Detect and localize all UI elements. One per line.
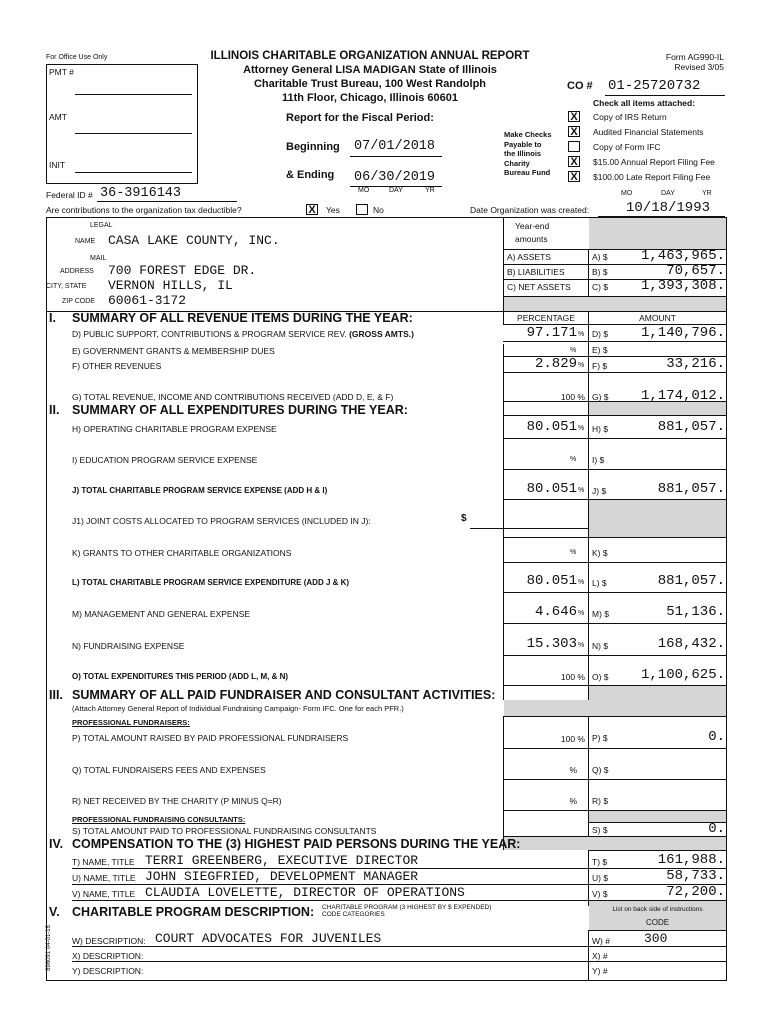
row-m-amt[interactable]: 51,136. bbox=[666, 604, 725, 620]
row-v-value[interactable]: CLAUDIA LOVELETTE, DIRECTOR OF OPERATIONS bbox=[145, 885, 465, 900]
section-5-title: CHARITABLE PROGRAM DESCRIPTION: bbox=[72, 905, 315, 919]
ending-date[interactable]: 06/30/2019 bbox=[354, 170, 436, 185]
row-k-code: K) $ bbox=[592, 548, 608, 558]
make-checks-note: Make Checks Payable to the Illinois Charity Bureau Fund bbox=[504, 130, 552, 177]
assets-label: A) ASSETS bbox=[507, 252, 551, 262]
checklist-annual-fee: $15.00 Annual Report Filing Fee bbox=[593, 157, 715, 167]
checklist-late-fee: $100.00 Late Report Filing Fee bbox=[593, 172, 711, 182]
side-form-id: 898091 04-01-18 bbox=[45, 925, 52, 971]
row-j-code: J) $ bbox=[592, 486, 607, 496]
org-name[interactable]: CASA LAKE COUNTY, INC. bbox=[108, 233, 280, 248]
row-n-code: N) $ bbox=[592, 641, 609, 651]
co-number: 01-25720732 bbox=[608, 78, 701, 94]
row-f-code: F) $ bbox=[592, 361, 608, 371]
floor-line: 11th Floor, Chicago, Illinois 60601 bbox=[281, 92, 459, 104]
city-label: CITY, STATE bbox=[46, 283, 87, 290]
zip-label: ZIP CODE bbox=[62, 298, 95, 305]
form-revised: Revised 3/05 bbox=[674, 62, 724, 72]
pmt-label: PMT # bbox=[49, 67, 74, 77]
row-h-label: H) OPERATING CHARITABLE PROGRAM EXPENSE bbox=[72, 424, 277, 434]
ag-line: Attorney General LISA MADIGAN State of Illinois bbox=[243, 64, 497, 76]
date-created[interactable]: 10/18/1993 bbox=[626, 200, 711, 216]
net-assets-value[interactable]: 1,393,308. bbox=[640, 278, 725, 294]
row-v-label: V) NAME, TITLE bbox=[72, 889, 136, 899]
row-d-amt[interactable]: 1,140,796. bbox=[640, 325, 725, 341]
ending-day: DAY bbox=[389, 187, 403, 194]
section-3-note: (Attach Attorney General Report of Individual Fundraising Campaign- Form IFC. One for each PFR.) bbox=[72, 704, 404, 713]
row-g-label: G) TOTAL REVENUE, INCOME AND CONTRIBUTIONS RECEIVED (ADD D, E, & F) bbox=[72, 392, 394, 402]
federal-id-label: Federal ID # bbox=[46, 190, 93, 200]
row-v-amt[interactable]: 72,200. bbox=[666, 884, 725, 900]
row-y-code: Y) # bbox=[592, 966, 608, 976]
row-x-label: X) DESCRIPTION: bbox=[72, 951, 144, 961]
amount-header: AMOUNT bbox=[639, 313, 676, 323]
checkbox-late-fee[interactable]: X bbox=[568, 171, 580, 182]
init-label: INIT bbox=[49, 160, 66, 170]
deductible-question: Are contributions to the organization tax deductible? bbox=[46, 205, 242, 215]
net-assets-label: C) NET ASSETS bbox=[507, 282, 571, 292]
checklist-title: Check all items attached: bbox=[593, 98, 696, 108]
row-j-pct[interactable]: 80.051 bbox=[526, 481, 577, 497]
checklist-audited: Audited Financial Statements bbox=[593, 127, 704, 137]
row-p-amt[interactable]: 0. bbox=[708, 729, 725, 745]
row-u-value[interactable]: JOHN SIEGFRIED, DEVELOPMENT MANAGER bbox=[145, 869, 419, 884]
row-j-amt[interactable]: 881,057. bbox=[657, 481, 725, 497]
row-y-label: Y) DESCRIPTION: bbox=[72, 966, 144, 976]
row-h-code: H) $ bbox=[592, 424, 609, 434]
created-day: DAY bbox=[661, 190, 675, 197]
row-w-label: W) DESCRIPTION: bbox=[72, 936, 146, 946]
bureau-line: Charitable Trust Bureau, 100 West Randolph bbox=[253, 78, 487, 90]
row-v-code: V) $ bbox=[592, 889, 608, 899]
row-g-amt[interactable]: 1,174,012. bbox=[640, 388, 725, 404]
row-k-label: K) GRANTS TO OTHER CHARITABLE ORGANIZATIONS bbox=[72, 548, 292, 558]
row-i-code: I) $ bbox=[592, 455, 605, 465]
row-n-label: N) FUNDRAISING EXPENSE bbox=[72, 641, 185, 651]
row-r-pct: % bbox=[569, 796, 577, 806]
row-w-code: W) # bbox=[592, 936, 610, 946]
deductible-no-label: No bbox=[373, 205, 384, 215]
row-r-code: R) $ bbox=[592, 796, 609, 806]
row-l-amt[interactable]: 881,057. bbox=[657, 573, 725, 589]
row-t-amt[interactable]: 161,988. bbox=[657, 852, 725, 868]
row-t-value[interactable]: TERRI GREENBERG, EXECUTIVE DIRECTOR bbox=[145, 853, 419, 868]
pc-heading: PROFESSIONAL FUNDRAISING CONSULTANTS: bbox=[72, 815, 246, 824]
co-label: CO # bbox=[567, 80, 593, 92]
section-4-num: IV. bbox=[49, 837, 64, 851]
row-f-pct[interactable]: 2.829 bbox=[534, 356, 577, 372]
row-p-label: P) TOTAL AMOUNT RAISED BY PAID PROFESSIONAL FUNDRAISERS bbox=[72, 733, 349, 743]
form-title: ILLINOIS CHARITABLE ORGANIZATION ANNUAL REPORT bbox=[210, 50, 530, 62]
section-1-num: I. bbox=[49, 311, 56, 325]
form-id: Form AG990-IL bbox=[665, 52, 724, 62]
section-5-sub2: CODE CATEGORIES bbox=[322, 911, 385, 918]
row-l-pct[interactable]: 80.051 bbox=[526, 573, 577, 589]
percentage-header: PERCENTAGE bbox=[517, 313, 575, 323]
deductible-yes-checkbox[interactable]: X bbox=[306, 204, 318, 215]
checkbox-annual-fee[interactable]: X bbox=[568, 156, 580, 167]
row-n-pct[interactable]: 15.303 bbox=[526, 636, 577, 652]
section-2-title: SUMMARY OF ALL EXPENDITURES DURING THE YEAR: bbox=[72, 403, 408, 417]
row-s-amt[interactable]: 0. bbox=[708, 821, 725, 837]
row-m-code: M) $ bbox=[592, 609, 609, 619]
beginning-date[interactable]: 07/01/2018 bbox=[354, 139, 436, 154]
legal-label: LEGAL bbox=[90, 222, 113, 229]
row-w-value[interactable]: COURT ADVOCATES FOR JUVENILES bbox=[155, 931, 382, 946]
date-created-label: Date Organization was created: bbox=[470, 205, 590, 215]
row-o-code: O) $ bbox=[592, 672, 609, 682]
liabilities-value[interactable]: 70,657. bbox=[666, 263, 725, 279]
row-j1-dollar: $ bbox=[461, 513, 467, 524]
row-e-code: E) $ bbox=[592, 345, 608, 355]
row-t-label: T) NAME, TITLE bbox=[72, 857, 135, 867]
row-o-amt[interactable]: 1,100,625. bbox=[640, 667, 725, 683]
office-use-label: For Office Use Only bbox=[46, 54, 108, 61]
org-address[interactable]: 700 FOREST EDGE DR. bbox=[108, 263, 257, 278]
row-d-code: D) $ bbox=[592, 329, 609, 339]
row-g-pct: 100 % bbox=[560, 392, 585, 402]
fiscal-period-label: Report for the Fiscal Period: bbox=[286, 112, 434, 124]
checkbox-audited[interactable]: X bbox=[568, 126, 580, 137]
org-city[interactable]: VERNON HILLS, IL bbox=[108, 278, 233, 293]
deductible-no-checkbox[interactable] bbox=[356, 204, 368, 215]
row-w-code-value[interactable]: 300 bbox=[644, 931, 668, 946]
amounts-label: amounts bbox=[515, 234, 548, 244]
row-o-pct: 100 % bbox=[560, 672, 585, 682]
row-m-pct[interactable]: 4.646 bbox=[534, 604, 577, 620]
row-t-code: T) $ bbox=[592, 857, 608, 867]
row-d-pct[interactable]: 97.171 bbox=[526, 325, 577, 341]
section-4-title: COMPENSATION TO THE (3) HIGHEST PAID PERSONS DURING THE YEAR: bbox=[72, 837, 521, 851]
ending-yr: YR bbox=[425, 187, 435, 194]
row-j-label: J) TOTAL CHARITABLE PROGRAM SERVICE EXPENSE (ADD H & I) bbox=[72, 486, 328, 495]
section-5-sub1: CHARITABLE PROGRAM (3 HIGHEST BY $ EXPENDED) bbox=[322, 904, 492, 911]
section-5-num: V. bbox=[49, 905, 60, 919]
checkbox-irs-return[interactable]: X bbox=[568, 111, 580, 122]
amt-label: AMT bbox=[49, 112, 67, 122]
deductible-yes-label: Yes bbox=[326, 205, 340, 215]
mail-label: MAIL bbox=[90, 255, 107, 262]
row-x-code: X) # bbox=[592, 951, 608, 961]
row-o-label: O) TOTAL EXPENDITURES THIS PERIOD (ADD L, M, & N) bbox=[72, 672, 289, 681]
section-3-title: SUMMARY OF ALL PAID FUNDRAISER AND CONSULTANT ACTIVITIES: bbox=[72, 688, 496, 702]
row-f-amt[interactable]: 33,216. bbox=[666, 356, 725, 372]
ending-label: & Ending bbox=[286, 169, 335, 181]
row-u-label: U) NAME, TITLE bbox=[72, 873, 136, 883]
office-use-box bbox=[46, 64, 198, 184]
code-header: CODE bbox=[645, 918, 670, 927]
assets-code: A) $ bbox=[592, 252, 608, 262]
row-p-pct: 100 % bbox=[560, 734, 585, 744]
row-m-label: M) MANAGEMENT AND GENERAL EXPENSE bbox=[72, 609, 251, 619]
row-n-amt[interactable]: 168,432. bbox=[657, 636, 725, 652]
row-s-code: S) $ bbox=[592, 825, 608, 835]
row-q-label: Q) TOTAL FUNDRAISERS FEES AND EXPENSES bbox=[72, 765, 266, 775]
row-r-label: R) NET RECEIVED BY THE CHARITY (P MINUS Q=R) bbox=[72, 796, 282, 806]
row-p-code: P) $ bbox=[592, 733, 608, 743]
row-i-label: I) EDUCATION PROGRAM SERVICE EXPENSE bbox=[72, 455, 258, 465]
row-h-pct[interactable]: 80.051 bbox=[526, 419, 577, 435]
net-assets-code: C) $ bbox=[592, 282, 609, 292]
row-q-code: Q) $ bbox=[592, 765, 609, 775]
row-u-amt[interactable]: 58,733. bbox=[666, 868, 725, 884]
row-e-label: E) GOVERNMENT GRANTS & MEMBERSHIP DUES bbox=[72, 346, 275, 356]
name-label: NAME bbox=[75, 238, 96, 245]
assets-value[interactable]: 1,463,965. bbox=[640, 248, 725, 264]
row-f-label: F) OTHER REVENUES bbox=[72, 361, 162, 371]
federal-id[interactable]: 36-3916143 bbox=[100, 186, 182, 201]
year-end-label: Year-end bbox=[515, 221, 550, 231]
row-u-code: U) $ bbox=[592, 873, 609, 883]
created-mo: MO bbox=[621, 190, 633, 197]
checklist-ifc: Copy of Form IFC bbox=[593, 142, 661, 152]
liabilities-label: B) LIABILITIES bbox=[507, 267, 565, 277]
section-1-title: SUMMARY OF ALL REVENUE ITEMS DURING THE YEAR: bbox=[72, 311, 413, 325]
row-l-code: L) $ bbox=[592, 578, 607, 588]
row-l-label: L) TOTAL CHARITABLE PROGRAM SERVICE EXPENDITURE (ADD J & K) bbox=[72, 578, 350, 587]
row-s-label: S) TOTAL AMOUNT PAID TO PROFESSIONAL FUNDRAISING CONSULTANTS bbox=[72, 826, 377, 836]
pf-heading: PROFESSIONAL FUNDRAISERS: bbox=[72, 718, 190, 727]
row-q-pct: % bbox=[569, 765, 577, 775]
section-2-num: II. bbox=[49, 403, 60, 417]
checklist-irs-return: Copy of IRS Return bbox=[593, 112, 667, 122]
checkbox-ifc[interactable] bbox=[568, 141, 580, 152]
list-note: List on back side of instructions bbox=[612, 906, 703, 913]
org-zip[interactable]: 60061-3172 bbox=[108, 293, 187, 308]
row-d-label: D) PUBLIC SUPPORT, CONTRIBUTIONS & PROGRAM SERVICE REV. (GROSS AMTS.) bbox=[72, 329, 414, 339]
row-h-amt[interactable]: 881,057. bbox=[657, 419, 725, 435]
row-g-code: G) $ bbox=[592, 392, 609, 402]
liabilities-code: B) $ bbox=[592, 267, 608, 277]
section-3-num: III. bbox=[49, 688, 63, 702]
created-yr: YR bbox=[702, 190, 712, 197]
ending-mo: MO bbox=[358, 187, 370, 194]
address-label: ADDRESS bbox=[60, 268, 94, 275]
beginning-label: Beginning bbox=[286, 141, 340, 153]
row-j1-label: J1) JOINT COSTS ALLOCATED TO PROGRAM SERVICES (INCLUDED IN J): bbox=[72, 516, 371, 526]
